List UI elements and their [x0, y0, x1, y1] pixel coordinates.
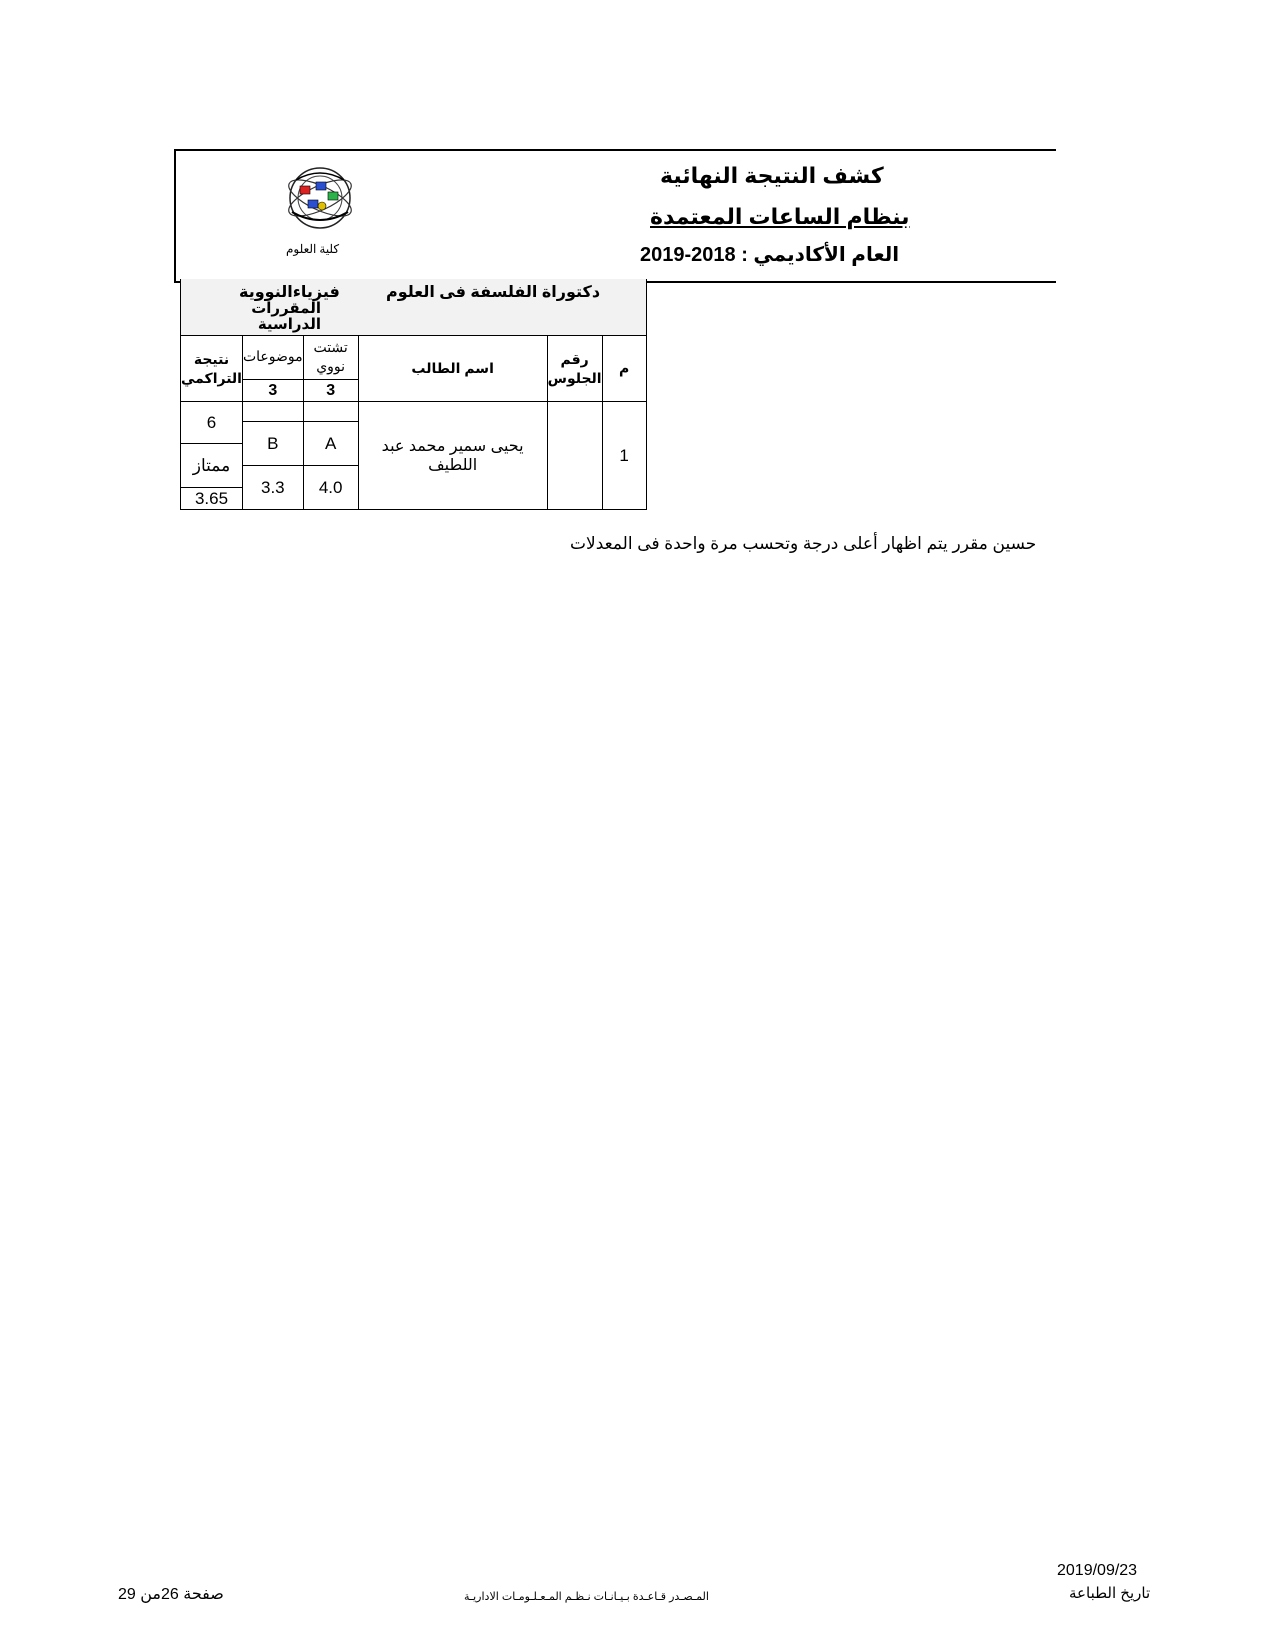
note-text: حسين مقرر يتم اظهار أعلى درجة وتحسب مرة واحدة فى المعدلات — [570, 534, 1037, 553]
course-header: تشتت نووي — [303, 336, 358, 380]
results-table — [180, 279, 647, 510]
student-index: 1 — [602, 402, 646, 510]
academic-year-label: العام الأكاديمي : — [741, 244, 900, 266]
table-header-row — [181, 336, 647, 380]
report-title: كشف النتيجة النهائية — [660, 163, 884, 188]
table-row — [181, 402, 647, 422]
cumulative-result-header: نتيجة التراكمي — [181, 336, 243, 402]
index-header: م — [602, 336, 646, 402]
faculty-of-science-seal-icon — [272, 162, 368, 234]
student-name: يحيى سمير محمد عبد اللطيف — [358, 402, 547, 510]
course-credits: 3 — [303, 380, 358, 402]
report-subtitle: بنظام الساعات المعتمدة — [650, 204, 910, 229]
page-number: صفحة 26من 29 — [118, 1586, 224, 1603]
faculty-caption: كلية العلوم — [286, 242, 340, 256]
grade-letter: B — [242, 422, 303, 466]
total-hours: 6 — [181, 402, 243, 444]
rating: ممتاز — [181, 444, 243, 488]
grade-points: 4.0 — [303, 466, 358, 510]
print-date: 2019/09/23 — [1057, 1562, 1138, 1579]
student-name-header: اسم الطالب — [358, 336, 547, 402]
program-degree: دكتوراة الفلسفة فى العلوم — [386, 284, 601, 301]
footer-source: المـصـدر قـاعـدة بـيـانـات نـظـم المـعـلـومـات الاداريـة — [464, 1591, 709, 1603]
course-header: موضوعات — [242, 336, 303, 380]
academic-year-value: 2019-2018 — [640, 244, 736, 266]
academic-year — [640, 242, 899, 267]
seat-number-header: رقم الجلوس — [547, 336, 602, 402]
grade-points: 3.3 — [242, 466, 303, 510]
seat-number — [547, 402, 602, 510]
course-credits: 3 — [242, 380, 303, 402]
department-name: فيزياءالنووية — [239, 284, 340, 301]
print-date-label: تاريخ الطباعة — [1069, 1585, 1151, 1602]
gpa: 3.65 — [181, 488, 243, 510]
courses-label: المقررات الدراسية — [251, 300, 321, 333]
grade-letter: A — [303, 422, 358, 466]
program-row — [181, 279, 647, 336]
